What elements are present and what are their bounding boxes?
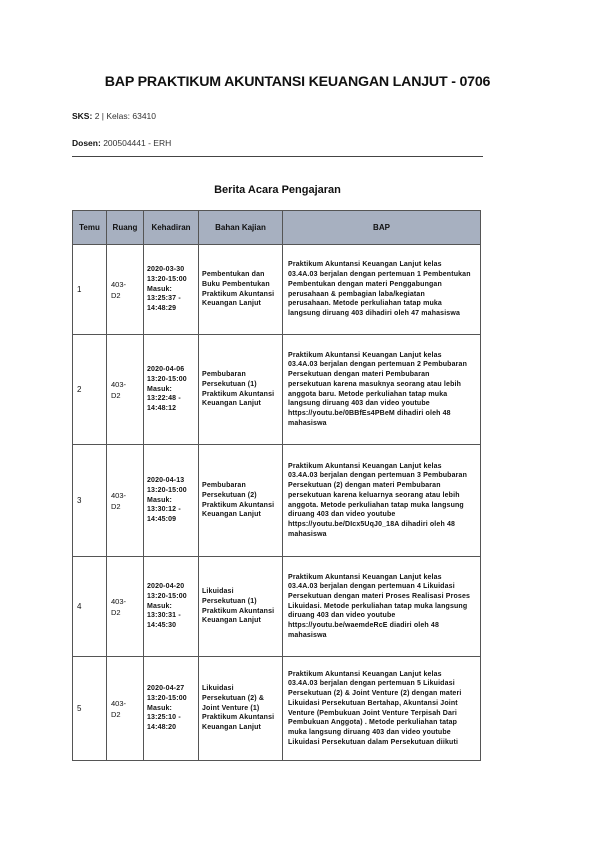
bahan-kajian-cell [199, 335, 283, 445]
table-body [73, 245, 481, 761]
bahan-kajian-cell [199, 657, 283, 761]
kehadiran-line: 2020-04-20 [147, 583, 185, 591]
kehadiran-line: 13:20-15:00 [147, 694, 187, 702]
bap-line: perusahaan & pembagian laba/kegiatan [288, 290, 425, 298]
bap-line: perusahaan. Metode perkuliahan tatap muka [288, 300, 442, 308]
bahan-line: Keuangan Lanjut [202, 617, 262, 625]
temu-value: 3 [77, 495, 82, 505]
kehadiran-line: Masuk: [147, 496, 173, 504]
bap-line: Praktikum Akuntansi Keuangan Lanjut kelas [288, 261, 442, 269]
bap-line: Persekutuan dengan materi Proses Realisasi Proses [288, 592, 471, 600]
bahan-line: Keuangan Lanjut [202, 511, 262, 519]
bahan-line: Praktikum Akuntansi [202, 501, 275, 509]
kehadiran-line: 2020-03-30 [147, 266, 185, 274]
bap-line: 03.4A.03 berjalan dengan pertemuan 2 Pembubaran [288, 361, 467, 369]
kehadiran-line: 2020-04-27 [147, 685, 185, 693]
bap-cell [283, 557, 481, 657]
bap-line: diruang 403 dan video youtube [288, 511, 396, 519]
bap-line: mahasiswa [288, 631, 327, 639]
bap-line: 03.4A.03 berjalan dengan pertemuan 3 Pembubaran [288, 472, 467, 480]
bahan-line: Likuidasi [202, 685, 234, 693]
bahan-line: Keuangan Lanjut [202, 724, 262, 732]
section-title: Berita Acara Pengajaran [214, 184, 341, 196]
bap-line: 03.4A.03 berjalan dengan pertemuan 5 Likuidasi [288, 680, 455, 688]
dosen-value: 200504441 - ERH [103, 138, 172, 148]
bap-line: Praktikum Akuntansi Keuangan Lanjut kelas [288, 573, 442, 581]
bahan-line: Joint Venture (1) [202, 704, 260, 712]
bap-line: Praktikum Akuntansi Keuangan Lanjut kelas [288, 351, 442, 359]
sks-label: SKS: [72, 111, 93, 121]
bap-line: langsung diruang 403 dihadiri oleh 47 mahasiswa [288, 309, 460, 317]
kehadiran-line: 13:20-15:00 [147, 375, 187, 383]
ruang-cell [107, 335, 144, 445]
bap-line: mahasiswa [288, 530, 327, 538]
bahan-line: Keuangan Lanjut [202, 300, 262, 308]
bap-line: diruang 403 dan video youtube [288, 612, 396, 620]
bap-line: anggota. Metode perkuliahan tatap muka langsung [288, 501, 464, 509]
temu-value: 4 [77, 601, 82, 611]
bap-cell [283, 445, 481, 557]
bahan-line: Praktikum Akuntansi [202, 714, 275, 722]
kehadiran-line: 2020-04-13 [147, 477, 185, 485]
ruang-cell [107, 557, 144, 657]
bahan-kajian-cell [199, 245, 283, 335]
bap-line: https://youtu.be/waemdeRcE diadiri oleh 48 [288, 622, 439, 630]
bap-line: 03.4A.03 berjalan dengan pertemuan 4 Likuidasi [288, 583, 455, 591]
kehadiran-line: 2020-04-06 [147, 366, 185, 374]
bap-line: anggota baru. Metode perkuliahan tatap muka [288, 390, 448, 398]
ruang-line: D2 [111, 501, 121, 511]
bap-line: Pembukuan Anggota) . Metode perkuliahan tatap [288, 719, 458, 727]
ruang-line: D2 [111, 709, 121, 719]
bap-line: Praktikum Akuntansi Keuangan Lanjut kelas [288, 462, 442, 470]
kehadiran-line: Masuk: [147, 385, 173, 393]
table-row [73, 245, 481, 335]
bahan-line: Likuidasi [202, 588, 234, 596]
kehadiran-cell [144, 557, 199, 657]
kehadiran-cell [144, 335, 199, 445]
kehadiran-line: 13:20-15:00 [147, 486, 187, 494]
bap-line: persekutuan karena keluarnya seorang atau lebih [288, 491, 460, 499]
temu-cell [73, 335, 107, 445]
kehadiran-line: 14:48:29 [147, 305, 177, 313]
kehadiran-cell [144, 245, 199, 335]
kehadiran-line: 13:25:37 - [147, 295, 181, 303]
kehadiran-line: 13:20-15:00 [147, 592, 187, 600]
kehadiran-cell [144, 445, 199, 557]
bap-line: Likuidasi Persekutuan dalam Persekutuan diikuti [288, 738, 459, 746]
bahan-line: Pembubaran [202, 482, 246, 490]
header-bahan-kajian: Bahan Kajian [199, 211, 283, 245]
kehadiran-line: 13:20-15:00 [147, 275, 187, 283]
kehadiran-line: 14:45:30 [147, 622, 177, 630]
table-header-row [73, 211, 481, 245]
kehadiran-line: 14:45:09 [147, 516, 177, 524]
kehadiran-line: 13:22:48 - [147, 395, 181, 403]
bap-line: Likuidasi Persekutuan Bertahap, Akuntansi Joint [288, 699, 458, 707]
temu-value: 1 [77, 284, 82, 294]
bap-line: https://youtu.be/DIcx5UqJ0_18A dihadiri oleh 48 [288, 520, 456, 528]
bahan-line: Praktikum Akuntansi [202, 290, 275, 298]
bap-line: langsung diruang 403 dan video youtube [288, 400, 430, 408]
header-bap: BAP [283, 211, 481, 245]
ruang-cell [107, 245, 144, 335]
document-title: BAP PRAKTIKUM AKUNTANSI KEUANGAN LANJUT - 0706 [104, 74, 491, 90]
bap-line: https://youtu.be/0BBfEs4PBeM dihadiri oleh 48 [288, 409, 451, 417]
bahan-line: Persekutuan (2) & [202, 694, 265, 702]
bap-line: persekutuan karena masuknya seorang atau lebih [288, 380, 462, 388]
bap-line: 03.4A.03 berjalan dengan pertemuan 1 Pembentukan [288, 271, 471, 279]
ruang-cell [107, 657, 144, 761]
temu-value: 5 [77, 703, 82, 713]
bap-line: Persekutuan (2) dengan materi Pembubaran [288, 482, 441, 490]
kehadiran-line: 13:30:31 - [147, 612, 181, 620]
bap-line: Pembentukan dengan materi Penggabungan [288, 280, 442, 288]
temu-cell [73, 557, 107, 657]
bahan-line: Praktikum Akuntansi [202, 607, 275, 615]
ruang-line: D2 [111, 607, 121, 617]
header-ruang: Ruang [107, 211, 144, 245]
bahan-line: Buku Pembentukan [202, 280, 270, 288]
bap-line: Persekutuan (2) & Joint Venture (2) dengan materi [288, 690, 462, 698]
bap-line: Praktikum Akuntansi Keuangan Lanjut kelas [288, 670, 442, 678]
ruang-line: 403- [111, 379, 127, 389]
temu-cell [73, 657, 107, 761]
header-temu: Temu [73, 211, 107, 245]
bap-line: mahasiswa [288, 419, 327, 427]
ruang-line: D2 [111, 390, 121, 400]
table-row [73, 335, 481, 445]
section-divider [72, 156, 483, 157]
kehadiran-line: Masuk: [147, 704, 173, 712]
ruang-line: D2 [111, 290, 121, 300]
kehadiran-line: Masuk: [147, 602, 173, 610]
kehadiran-cell [144, 657, 199, 761]
kehadiran-line: Masuk: [147, 285, 173, 293]
temu-cell [73, 445, 107, 557]
ruang-line: 403- [111, 490, 127, 500]
sks-value: 2 | Kelas: [94, 111, 130, 121]
bahan-line: Keuangan Lanjut [202, 400, 262, 408]
temu-cell [73, 245, 107, 335]
kehadiran-line: 13:25:10 - [147, 714, 181, 722]
ruang-line: 403- [111, 279, 127, 289]
table-row [73, 445, 481, 557]
table-row [73, 557, 481, 657]
dosen-label: Dosen: [72, 138, 101, 148]
bahan-kajian-cell [199, 557, 283, 657]
kehadiran-line: 14:48:20 [147, 724, 177, 732]
ruang-line: 403- [111, 698, 127, 708]
bahan-line: Praktikum Akuntansi [202, 390, 275, 398]
bap-line: muka langsung diruang 403 dan video youtube [288, 728, 451, 736]
header-kehadiran: Kehadiran [144, 211, 199, 245]
bahan-line: Persekutuan (1) [202, 597, 257, 605]
bap-cell [283, 335, 481, 445]
kehadiran-line: 14:48:12 [147, 405, 177, 413]
bahan-kajian-cell [199, 445, 283, 557]
bap-cell [283, 245, 481, 335]
bahan-line: Pembentukan dan [202, 271, 265, 279]
temu-value: 2 [77, 384, 82, 394]
bap-line: Venture (Pembukuan Joint Venture Terpisah Dari [288, 709, 457, 717]
dosen-line [72, 138, 171, 148]
bap-cell [283, 657, 481, 761]
kehadiran-line: 13:30:12 - [147, 506, 181, 514]
kelas-value: 63410 [132, 111, 156, 121]
sks-kelas-line [72, 111, 156, 121]
bahan-line: Persekutuan (1) [202, 380, 257, 388]
bahan-line: Pembubaran [202, 371, 246, 379]
bap-line: Persekutuan dengan materi Pembubaran [288, 371, 430, 379]
bap-line: Likuidasi. Metode perkuliahan tatap muka langsung [288, 602, 468, 610]
ruang-cell [107, 445, 144, 557]
table-row [73, 657, 481, 761]
bahan-line: Persekutuan (2) [202, 491, 257, 499]
bap-table [72, 210, 481, 761]
ruang-line: 403- [111, 596, 127, 606]
